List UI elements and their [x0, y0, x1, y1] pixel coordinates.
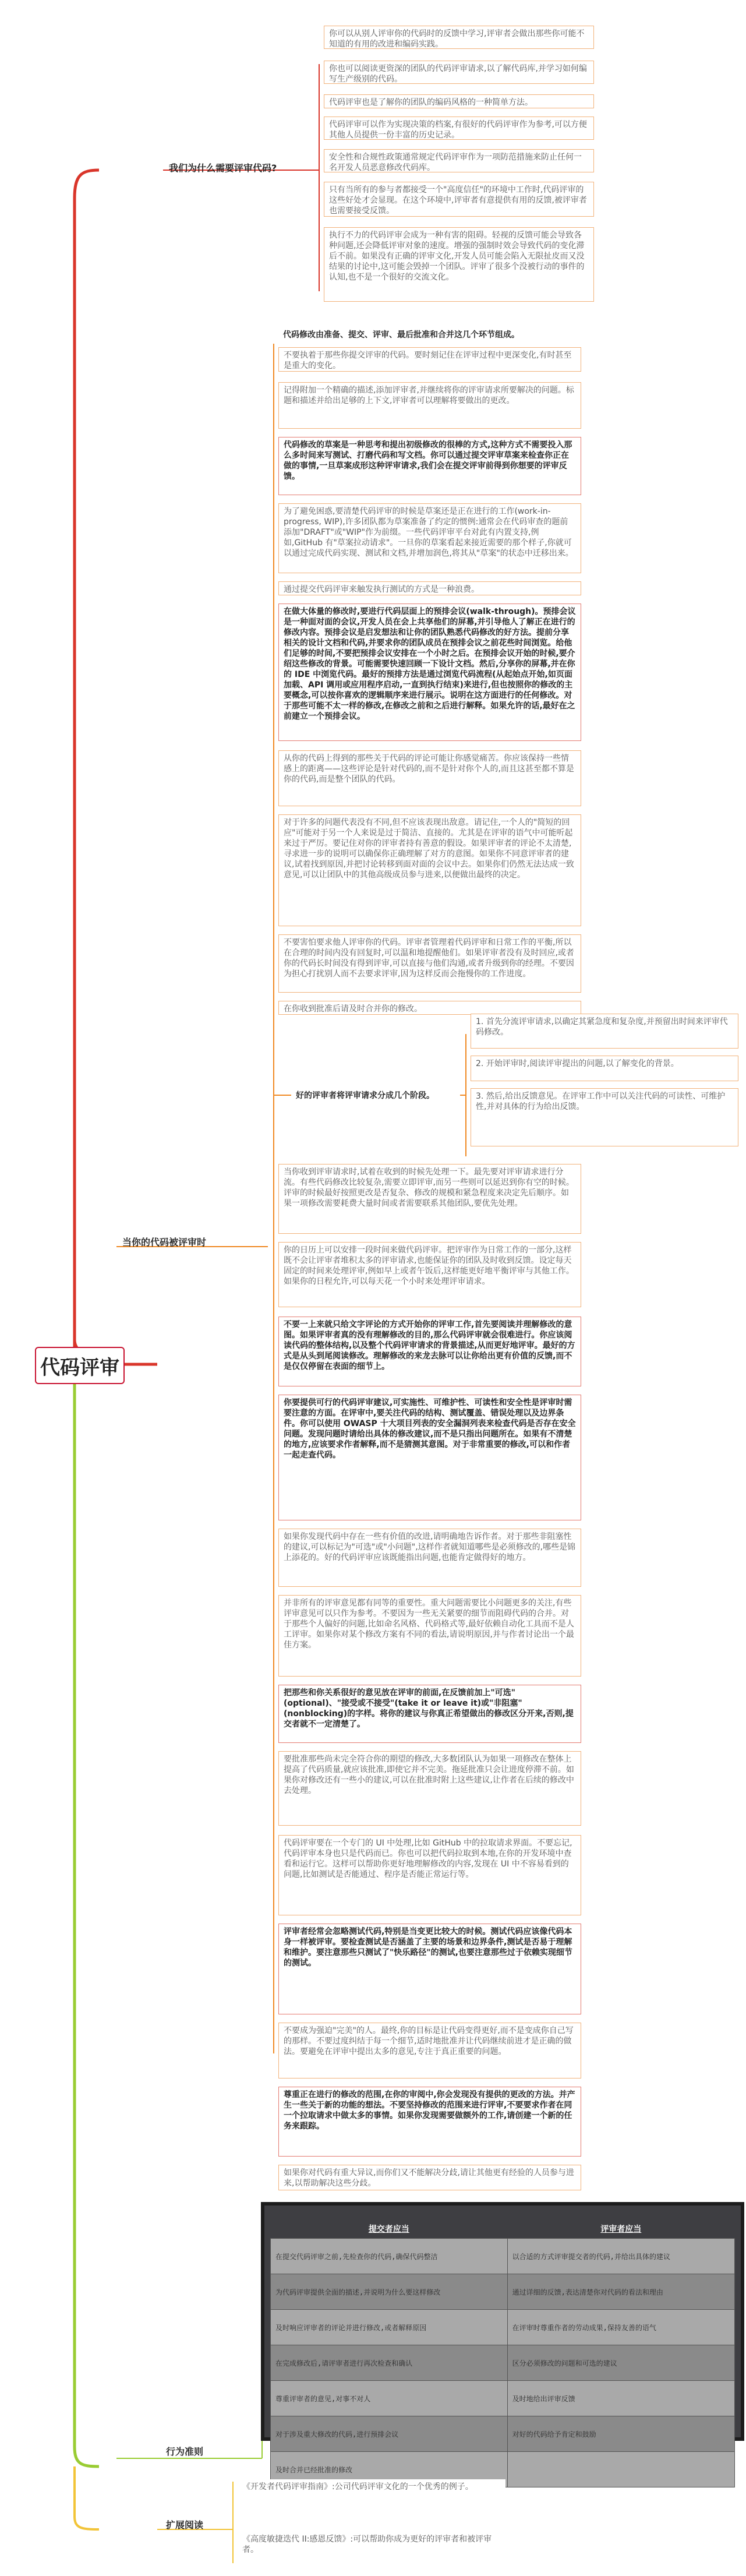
reading-item[interactable]: 《开发者代码评审指南》:公司代码评审文化的一个优秀的例子。 [238, 2479, 505, 2505]
table-cell: 对于涉及重大修改的代码,进行预排会议 [271, 2416, 508, 2452]
when-item: 不要执着于那些你提交评审的代码。要时刻记住在评审过程中更深变化,有时甚至是重大的变化。 [278, 347, 581, 372]
table-row [271, 2345, 735, 2381]
table-row [271, 2310, 735, 2345]
when-item: 记得附加一个精确的描述,添加评审者,并继续将你的评审请求所要解决的问题。标题和描述并给出足够的上下文,评审者可以理解将要做出的更改。 [278, 382, 581, 429]
why-item: 安全性和合规性政策通常规定代码评审作为一项防范措施来防止任何一名开发人员恶意修改代码库。 [324, 149, 594, 172]
table-cell: 以合适的方式评审提交者的代码,并给出具体的建议 [507, 2239, 734, 2274]
why-item: 你可以从别人评审你的代码时的反馈中学习,评审者会做出那些你可能不知道的有用的改进和编码实践。 [324, 26, 594, 49]
when-item: 如果你发现代码中存在一些有价值的改进,请明确地告诉作者。对于那些非阻塞性的建议,可以标记为"可选"或"小问题",这样作者就知道哪些是必须修改的,哪些是锦上添花的。好的代码评审应该既能指出问题,也能肯定做得好的地方。 [278, 1529, 581, 1587]
why-item: 只有当所有的参与者都接受一个"高度信任"的环境中工作时,代码评审的这些好处才会显现。在这个环境中,评审者有意提供有用的反馈,被评审者也需要接受反馈。 [324, 182, 594, 217]
stage-item: 1. 首先分流评审请求,以确定其紧急度和复杂度,并预留出时间来评审代码修改。 [471, 1014, 738, 1049]
table-cell: 在提交代码评审之前,先检查你的代码,确保代码整洁 [271, 2239, 508, 2274]
conduct-table [270, 2219, 735, 2487]
table-cell: 及时合并已经批准的修改 [271, 2452, 508, 2487]
when-item: 并非所有的评审意见都有同等的重要性。重大问题需要比小问题更多的关注,有些评审意见可以只作为参考。不要因为一些无关紧要的细节而阻碍代码的合并。对于那些个人偏好的问题,比如命名风格、代码格式等,最好依赖自动化工具而不是人工评审。如果你对某个修改方案有不同的看法,请说明原因,并与作者讨论出一个最佳方案。 [278, 1595, 581, 1677]
table-header: 提交者应当 [368, 2225, 409, 2234]
when-item: 代码修改由准备、提交、评审、最后批准和合并这几个环节组成。 [278, 327, 581, 341]
stage-item: 2. 开始评审时,阅读评审提出的问题,以了解变化的背景。 [471, 1056, 738, 1081]
table-header: 评审者应当 [600, 2225, 642, 2234]
when-item: 为了避免困惑,要清楚代码评审的时候是草案还是正在进行的工作(work-in-progress, WIP),许多团队都为草案准备了约定的惯例:通常会在代码审查的题前添加"DRAFT"或"WIP"作为前缀。一些代码评审平台对此有内置支持,例如,GitHub 有"草案拉动请求"。一旦你的草案看起来接近需要的那个样子,你就可以通过完成代码实现、测试和文档,并增加润色,将其从"草案"的状态中迁移出来。 [278, 503, 581, 573]
branch-conduct[interactable]: 行为准则 [166, 2446, 204, 2457]
when-item: 评审者经常会忽略测试代码,特别是当变更比较大的时候。测试代码应该像代码本身一样被评审。要检查测试是否涵盖了主要的场景和边界条件,测试是否易于理解和维护。要注意那些只测试了"快乐路径"的测试,也要注意那些过于依赖实现细节的测试。 [278, 1924, 581, 2014]
table-row [271, 2416, 735, 2452]
when-item: 好的评审者将评审请求分成几个阶段。 [291, 1088, 460, 1102]
when-item: 不要害怕要求他人评审你的代码。评审者管理着代码评审和日常工作的平衡,所以在合理的时间内没有回复时,可以温和地提醒他们。如果评审者没有及时回应,或者你的代码长时间没有得到评审,可以直接与他们沟通,或者升级到你的经理。不要因为担心打扰别人而不去要求评审,因为这样反而会拖慢你的工作进度。 [278, 934, 581, 993]
table-cell: 尊重评审者的意见,对事不对人 [271, 2381, 508, 2416]
table-cell: 在完成修改后,请评审者进行再次检查和确认 [271, 2345, 508, 2381]
table-row [271, 2274, 735, 2310]
table-cell: 通过详细的反馈,表达清楚你对代码的看法和理由 [507, 2274, 734, 2310]
when-item: 代码修改的草案是一种思考和提出初级修改的很棒的方式,这种方式不需要投入那么多时间来写测试、打磨代码和写文档。你可以通过提交评审草案来检查你正在做的事情,一旦草案成形这种评审请求,我们会在提交评审前得到你想要的评审反馈。 [278, 437, 581, 495]
branch-when[interactable]: 当你的代码被评审时 [122, 1237, 207, 1248]
table-row [271, 2381, 735, 2416]
table-cell: 为代码评审提供全面的描述,并说明为什么要这样修改 [271, 2274, 508, 2310]
when-item: 要批准那些尚未完全符合你的期望的修改,大多数团队认为如果一项修改在整体上提高了代码质量,就应该批准,即使它并不完美。拖延批准只会让进度停滞不前。如果你对修改还有一些小的建议,可以在批准时附上这些建议,让作者在后续的修改中去处理。 [278, 1751, 581, 1826]
when-item: 把那些和你关系很好的意见放在评审的前面,在反馈前加上"可选"(optional)、"接受或不接受"(take it or leave it)或"非阻塞"(nonblocking)的字样。将你的建议与你真正希望做出的修改区分开来,否则,提交者就不一定清楚了。 [278, 1685, 581, 1743]
why-item: 代码评审也是了解你的团队的编码风格的一种简单方法。 [324, 94, 594, 108]
root-node[interactable]: 代码评审 [35, 1347, 125, 1384]
branch-reading[interactable]: 扩展阅读 [166, 2519, 204, 2531]
when-item: 尊重正在进行的修改的范围,在你的审阅中,你会发现没有提供的更改的方法。并产生一些关于新的功能的想法。不要坚持修改的范围来进行评审,不要要求作者在同一个拉取请求中做太多的事情。如果你发现需要做额外的工作,请创建一个新的任务来跟踪。 [278, 2087, 581, 2157]
when-item: 当你收到评审请求时,试着在收到的时候先处理一下。最先要对评审请求进行分流。有些代码修改比较复杂,需要立即评审,而另一些则可以延迟到你有空的时候。评审的时候最好按照更改是否复杂、修改的规模和紧急程度来决定先后顺序。如果一项修改需要耗费大量时间或者需要联系其他团队,要优先处理。 [278, 1164, 581, 1234]
when-item: 你的日历上可以安排一段时间来做代码评审。把评审作为日常工作的一部分,这样既不会让评审者堆积太多的评审请求,也能保证你的团队及时收到反馈。设定每天固定的时间来处理评审,例如早上或者午饭后,这样能更好地平衡评审与其他工作。如果你的日程允许,可以每天花一个小时来处理评审请求。 [278, 1242, 581, 1307]
when-item: 代码评审要在一个专门的 UI 中处理,比如 GitHub 中的拉取请求界面。不要忘记,代码评审本身也只是代码而已。你也可以把代码拉取到本地,在你的开发环境中查看和运行它。这样可以帮助你更好地理解修改的内容,发现在 UI 中不容易看到的问题,比如测试是否能通过、程序是否能正常运行等。 [278, 1835, 581, 1915]
when-item: 如果你对代码有重大异议,而你们又不能解决分歧,请让其他更有经验的人员参与进来,以帮助解决这些分歧。 [278, 2165, 581, 2190]
when-item: 对于许多的问题代表没有不同,但不应该表现出敌意。请记住,一个人的"简短的回应"可能对于另一个人来说是过于简洁、直接的。尤其是在评审的语气中可能听起来过于严厉。要记住对你的评审者持有善意的假设。如果评审者的评论不太清楚,寻求进一步的说明可以确保你正确理解了对方的意图。如果你不同意评审者的建议,试着找到原因,并把讨论转移到面对面的会议中去。如果你们仍然无法达成一致意见,可以让团队中的其他高级成员参与进来,以便做出最终的决定。 [278, 814, 581, 926]
why-item: 你也可以阅读更资深的团队的代码评审请求,以了解代码库,并学习如何编写生产级别的代码。 [324, 61, 594, 84]
branch-why[interactable]: 我们为什么需要评审代码? [169, 163, 277, 174]
when-item: 在做大体量的修改时,要进行代码层面上的预排会议(walk-through)。预排会议是一种面对面的会议,开发人员在会上共享他们的屏幕,并引导他人了解正在进行的修改内容。预排会议是启发想法和让你的团队熟悉代码修改的好方法。提前分享相关的设计文档和代码,并要求你的团队成员在预排会议之前花些时间浏览。给他们足够的时间,不要把预排会议安排在一个小时之后。在预排会议开始的时候,要介绍这些修改的背景。可能需要快速回顾一下设计文档。然后,分享你的屏幕,并在你的 IDE 中浏览代码。最好的预排方法是通过浏览代码流程(从起始点开始,如页面加载、API 调用或应用程序启动,一直到执行结束)来进行,但也按照你的修改的主要概念,可以按你喜欢的逻辑顺序来进行展示。说明在这方面进行的任何修改。对于那些可能不太一样的修改,在修改之前和之后进行解释。如果允许的话,最好在之前建立一个预排会议。 [278, 604, 581, 741]
when-item: 从你的代码上得到的那些关于代码的评论可能让你感觉痛苦。你应该保持一些情感上的距离——这些评论是针对代码的,而不是针对你个人的,而且这甚至都不算是你的代码,而是整个团队的代码。 [278, 750, 581, 806]
table-row [271, 2239, 735, 2274]
when-item: 你要提供可行的代码评审建议,可实施性、可维护性、可读性和安全性是评审时需要注意的方面。在评审中,要关注代码的结构、测试覆盖、错误处理以及边界条件。你可以使用 OWASP 十大项目列表的安全漏洞列表来检查代码是否存在安全问题。发现问题时请给出具体的修改建议,而不是只指出问题所在。如果有不清楚的地方,应该要求作者解释,而不是猜测其意图。对于非常重要的修改,可以和作者一起走查代码。 [278, 1395, 581, 1520]
table-cell [507, 2452, 734, 2487]
conduct-table-panel [261, 2202, 744, 2474]
stage-item: 3. 然后,给出反馈意见。在评审工作中可以关注代码的可读性、可维护性,并对具体的行为给出反馈。 [471, 1088, 738, 1146]
table-cell: 区分必须修改的问题和可选的建议 [507, 2345, 734, 2381]
when-item: 不要成为强迫"完美"的人。最终,你的目标是让代码变得更好,而不是变成你自己写的那样。不要过度纠结于每一个细节,适时地批准并让代码继续前进才是正确的做法。要避免在评审中提出太多的意见,专注于真正重要的问题。 [278, 2023, 581, 2079]
table-cell: 对好的代码给予肯定和鼓励 [507, 2416, 734, 2452]
when-item: 在你收到批准后请及时合并你的修改。 [278, 1001, 581, 1015]
table-cell: 在评审时尊重作者的劳动成果,保持友善的语气 [507, 2310, 734, 2345]
table-cell: 及时地给出评审反馈 [507, 2381, 734, 2416]
table-cell: 及时响应评审者的评论并进行修改,或者解释原因 [271, 2310, 508, 2345]
reading-item[interactable]: 《高度敏捷迭代 II:感恩反馈》:可以帮助你成为更好的评审者和被评审者。 [238, 2532, 505, 2557]
why-item: 代码评审可以作为实现决策的档案,有很好的代码评审作为参考,可以方便其他人员提供一份丰富的历史记录。 [324, 117, 594, 140]
why-item: 执行不力的代码评审会成为一种有害的阻碍。轻视的反馈可能会导致各种问题,还会降低评审对象的速度。增强的强制时效会导致代码的变化滞后不前。如果没有正确的评审文化,开发人员可能会陷入无限扯皮而又没结果的讨论中,这可能会毁掉一个团队。评审了很多个没被行动的事件的认知,也不是一个很好的交流文化。 [324, 227, 594, 302]
when-item: 不要一上来就只给文字评论的方式开始你的评审工作,首先要阅读并理解修改的意图。如果评审者真的没有理解修改的目的,那么代码评审就会很难进行。你应该阅读代码的整体结构,以及整个代码评审请求的背景描述,从而更好地评审。最好的方式是从头到尾阅读修改。理解修改的来龙去脉可以让你给出更有价值的反馈,而不是仅仅停留在表面的细节上。 [278, 1317, 581, 1386]
when-item: 通过提交代码评审来触发执行测试的方式是一种浪费。 [278, 581, 581, 595]
